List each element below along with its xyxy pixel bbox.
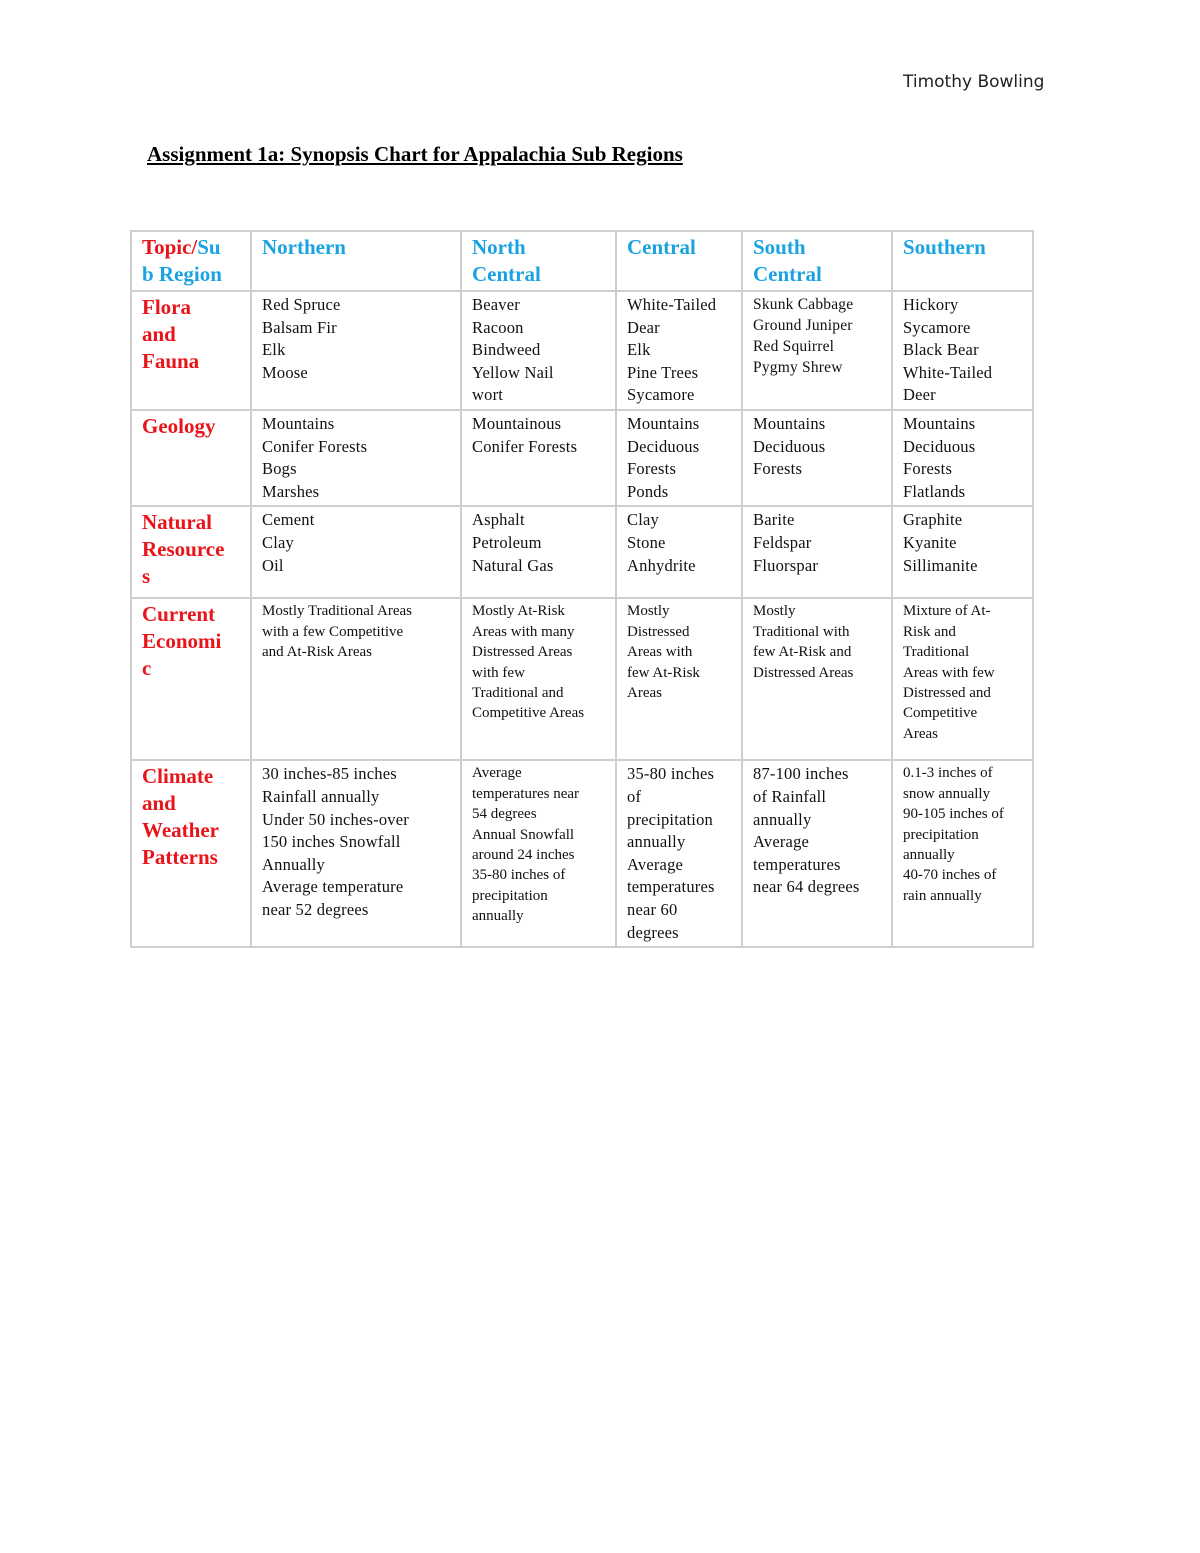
table-cell: Mountains Deciduous Forests Flatlands [892, 410, 1033, 506]
table-cell: Red Spruce Balsam Fir Elk Moose [251, 291, 461, 410]
column-header-southern: Southern [892, 231, 1033, 291]
column-header-north-central: North Central [461, 231, 616, 291]
table-cell: Mountains Conifer Forests Bogs Marshes [251, 410, 461, 506]
table-cell: Hickory Sycamore Black Bear White-Tailed Deer [892, 291, 1033, 410]
author-name: Timothy Bowling [903, 72, 1045, 92]
table-row-climate-weather [131, 760, 1033, 947]
table-cell: White-Tailed Dear Elk Pine Trees Sycamore [616, 291, 742, 410]
row-label-geology: Geology [131, 410, 251, 506]
synopsis-table [130, 230, 1034, 948]
table-cell: Mostly At-Risk Areas with many Distressed Areas with few Traditional and Competitive Areas [461, 598, 616, 760]
table-row-current-economic [131, 598, 1033, 760]
table-cell: 30 inches-85 inches Rainfall annually Under 50 inches-over 150 inches Snowfall Annually Average temperature near 52 degrees [251, 760, 461, 947]
column-header-south-central: South Central [742, 231, 892, 291]
table-cell: Graphite Kyanite Sillimanite [892, 506, 1033, 598]
table-cell: Mountains Deciduous Forests Ponds [616, 410, 742, 506]
row-label-flora-fauna: Flora and Fauna [131, 291, 251, 410]
table-cell: Beaver Racoon Bindweed Yellow Nail wort [461, 291, 616, 410]
column-header-central: Central [616, 231, 742, 291]
table-cell: Mountains Deciduous Forests [742, 410, 892, 506]
corner-header-subregion: Su b Region [142, 235, 222, 286]
table-header-row [131, 231, 1033, 291]
table-cell: Cement Clay Oil [251, 506, 461, 598]
corner-header-topic: Topic/ [142, 235, 198, 259]
document-title: Assignment 1a: Synopsis Chart for Appalachia Sub Regions [147, 142, 683, 166]
table-row-geology [131, 410, 1033, 506]
table-row-flora-fauna [131, 291, 1033, 410]
table-cell: Barite Feldspar Fluorspar [742, 506, 892, 598]
table-cell: Clay Stone Anhydrite [616, 506, 742, 598]
table-row-natural-resources [131, 506, 1033, 598]
table-cell: Mountainous Conifer Forests [461, 410, 616, 506]
table-cell: 0.1-3 inches of snow annually 90-105 inches of precipitation annually 40-70 inches of rain annually [892, 760, 1033, 947]
table-cell: Mixture of At- Risk and Traditional Areas with few Distressed and Competitive Areas [892, 598, 1033, 760]
table-cell: Average temperatures near 54 degrees Annual Snowfall around 24 inches 35-80 inches of precipitation annually [461, 760, 616, 947]
table-cell: Mostly Traditional with few At-Risk and Distressed Areas [742, 598, 892, 760]
table-cell: Mostly Distressed Areas with few At-Risk Areas [616, 598, 742, 760]
row-label-climate-weather: Climate and Weather Patterns [131, 760, 251, 947]
table-cell: 87-100 inches of Rainfall annually Average temperatures near 64 degrees [742, 760, 892, 947]
table-cell: Asphalt Petroleum Natural Gas [461, 506, 616, 598]
row-label-current-economic: Current Economi c [131, 598, 251, 760]
table-cell: 35-80 inches of precipitation annually Average temperatures near 60 degrees [616, 760, 742, 947]
table-cell: Skunk Cabbage Ground Juniper Red Squirrel Pygmy Shrew [742, 291, 892, 410]
column-header-northern: Northern [251, 231, 461, 291]
table-cell: Mostly Traditional Areas with a few Competitive and At-Risk Areas [251, 598, 461, 760]
row-label-natural-resources: Natural Resource s [131, 506, 251, 598]
corner-header-cell [131, 231, 251, 291]
